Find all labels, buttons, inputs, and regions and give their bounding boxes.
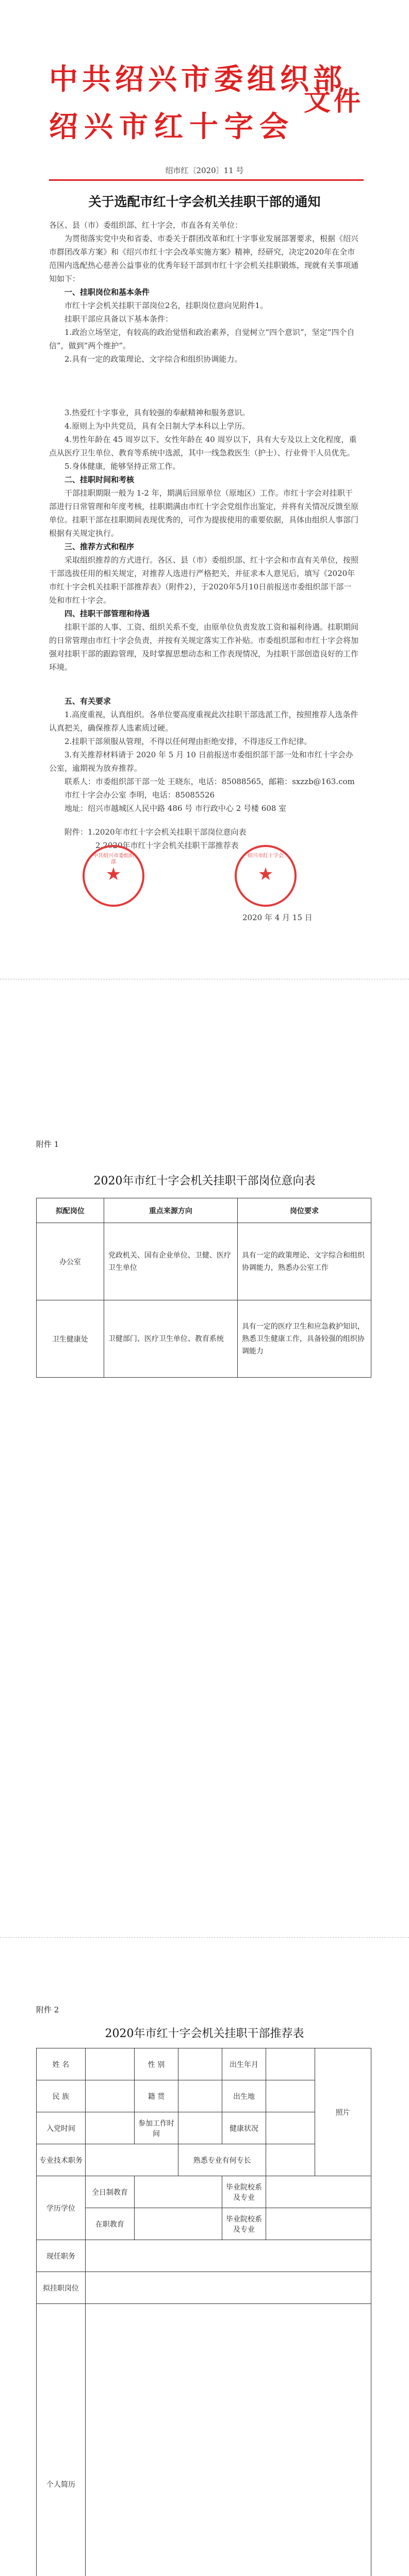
section-heading: 二、挂职时间和考核 (64, 475, 135, 484)
page-separator (0, 1937, 409, 1938)
table-header: 岗位要求 (237, 1198, 371, 1223)
section-paragraph: 挂职干部应具备以下基本条件： (64, 314, 173, 324)
attachment-2-page (0, 1947, 409, 2576)
letterhead-doc-word: 文件 (303, 86, 364, 117)
section-paragraph: 采取组织推荐的方式进行。各区、县（市）委组织部、红十字会和市直有关单位，按照干部选拔任用的相关规定，对推荐人选进行严格把关，并征求本人意见后，填写《2020年市红十字会机关挂职干部推荐表》（附件2），于2020年5月10日前报送市委组织部干部一处和市红十字会。 (49, 555, 359, 605)
section-paragraph: 1.高度重视，认真组织。各单位要高度重视此次挂职干部选派工作，按照推荐人选条件认真把关，确保推荐人选素质过硬。 (49, 710, 358, 733)
table-row: 办公室 党政机关、国有企业单位、卫健、医疗卫生单位 具有一定的政策理论、文字综合和组织协调能力，熟悉办公室工作 (37, 1223, 371, 1300)
notice-body (49, 218, 358, 852)
red-letterhead (49, 57, 364, 160)
section-paragraph: 2.具有一定的政策理论、文字综合和组织协调能力。 (64, 354, 242, 364)
contact-line: 市红十字会办公室 李明，电话：85085526 (64, 790, 215, 800)
notice-title: 关于选配市红十字会机关挂职干部的通知 (88, 194, 321, 209)
red-divider (49, 179, 364, 181)
section-paragraph: 3.有关推荐材料请于 2020 年 5 月 10 日前报送市委组织部干部一处和市红十字会办公室，逾期视为放弃推荐。 (49, 750, 353, 773)
seal-organization-department: 中共绍兴市委组织部 ★ (83, 845, 144, 907)
section-heading: 三、推荐方式和程序 (64, 542, 135, 551)
section-paragraph: 3.热爱红十字事业，具有较强的奉献精神和服务意识。 (64, 408, 250, 417)
notice-page (0, 0, 409, 969)
attachment-1-label: 附件 1 (36, 1140, 59, 1149)
table-header: 重点来源方向 (104, 1198, 237, 1223)
section-paragraph: 挂职干部的人事、工资、组织关系不变，由原单位负责发放工资和福利待遇。挂职期间的日常管理由市红十字会负责，并按有关规定落实工作补贴。市委组织部和市红十字会将加强对挂职干部的跟踪管理，及时掌握思想动态和工作表现情况，为挂职干部创造良好的工作环境。 (49, 622, 359, 672)
photo-box: 照片 (315, 2048, 371, 2176)
section-paragraph: 5.身体健康，能够坚持正常工作。 (64, 462, 181, 471)
section-heading: 四、挂职干部管理和待遇 (64, 609, 150, 618)
document-number: 绍市红〔2020〕11 号 (165, 166, 244, 175)
letterhead-org-2: 绍兴市红十字会 (49, 110, 295, 144)
table-header: 拟配岗位 (37, 1198, 104, 1223)
attachment-item: 2.2020年市红十字会机关挂职干部推荐表 (95, 841, 239, 850)
section-paragraph: 1.政治立场坚定，有较高的政治觉悟和政治素养，自觉树立“四个意识”，坚定“四个自信”，做到“两个维护”。 (49, 328, 355, 350)
section-paragraph: 干部挂职期限一般为 1-2 年，期满后回原单位（原地区）工作。市红十字会对挂职干部进行日常管理和年度考核，挂职期满由市红十字会党组作出鉴定，并将有关情况反馈至原单位。挂职干部在挂职期间表现优秀的，可作为提拔使用的重要依据，具体由组织人事部门根据有关规定执行。 (49, 488, 359, 538)
contact-line: 地址：绍兴市越城区人民中路 486 号 市行政中心 2 号楼 608 室 (64, 804, 287, 813)
issue-date: 2020 年 4 月 15 日 (242, 913, 313, 922)
attachments-label: 附件：1.2020年市红十字会机关挂职干部岗位意向表 (64, 827, 247, 837)
letterhead-org-1: 中共绍兴市委组织部 (49, 62, 346, 96)
contact-line: 联系人：市委组织部干部一处 王晓东，电话：85088565，邮箱：sxzzb@163.com (64, 777, 355, 786)
seal-red-cross: 绍兴市红十字会 ★ (235, 845, 297, 907)
attachment-1-page (0, 1082, 409, 1401)
section-heading: 五、有关要求 (64, 697, 111, 706)
section-paragraph: 2.挂职干部须服从管理，不得以任何理由拒绝安排，不得违反工作纪律。 (64, 737, 312, 746)
attachment-1-title: 2020年市红十字会机关挂职干部岗位意向表 (93, 1175, 316, 1188)
attachment-2-label: 附件 2 (36, 2005, 59, 2014)
intro-paragraph: 为贯彻落实党中央和省委、市委关于群团改革和红十字事业发展部署要求，根据《绍兴市群团改革方案》和《绍兴市红十字会改革实施方案》精神，经研究，决定2020年在全市范围内选配热心慈善公益事业的优秀年轻干部到市红十字会机关挂职锻炼，现就有关事项通知如下： (49, 234, 359, 283)
table-row: 卫生健康处 卫健部门、医疗卫生单位、教育系统 具有一定的医疗卫生和应急救护知识，熟悉卫生健康工作，具备较强的组织协调能力 (37, 1300, 371, 1378)
attachment-2-title: 2020年市红十字会机关挂职干部推荐表 (105, 2027, 304, 2040)
section-paragraph: 4.男性年龄在 45 周岁以下、女性年龄在 40 周岁以下，具有大专及以上文化程度，重点从医疗卫生单位、教育等系统中选派，其中一线急救医生（护士）、行业骨干人员优先。 (49, 435, 357, 457)
recommendation-form-table: 姓 名 性 别 出生年月 照片 民 族 籍 贯 出生地 入党时间 参加工作时间 健康状况 专业技术职务 熟悉专业有何专长 学历学位 全日制教育 毕业院校系及专业 在职教育 毕业院校系及专业 现任职务 拟挂职岗位 个人简历 (36, 2048, 371, 2576)
section-paragraph: 4.原则上为中共党员，具有全日制大学本科以上学历。 (64, 421, 250, 431)
section-paragraph: 市红十字会机关挂职干部岗位2名，挂职岗位意向见附件1。 (64, 301, 268, 310)
salutation: 各区、县（市）委组织部、红十字会，市直各有关单位： (49, 221, 243, 230)
section-heading: 一、挂职岗位和基本条件 (64, 287, 150, 297)
post-intent-table (36, 1198, 371, 1378)
